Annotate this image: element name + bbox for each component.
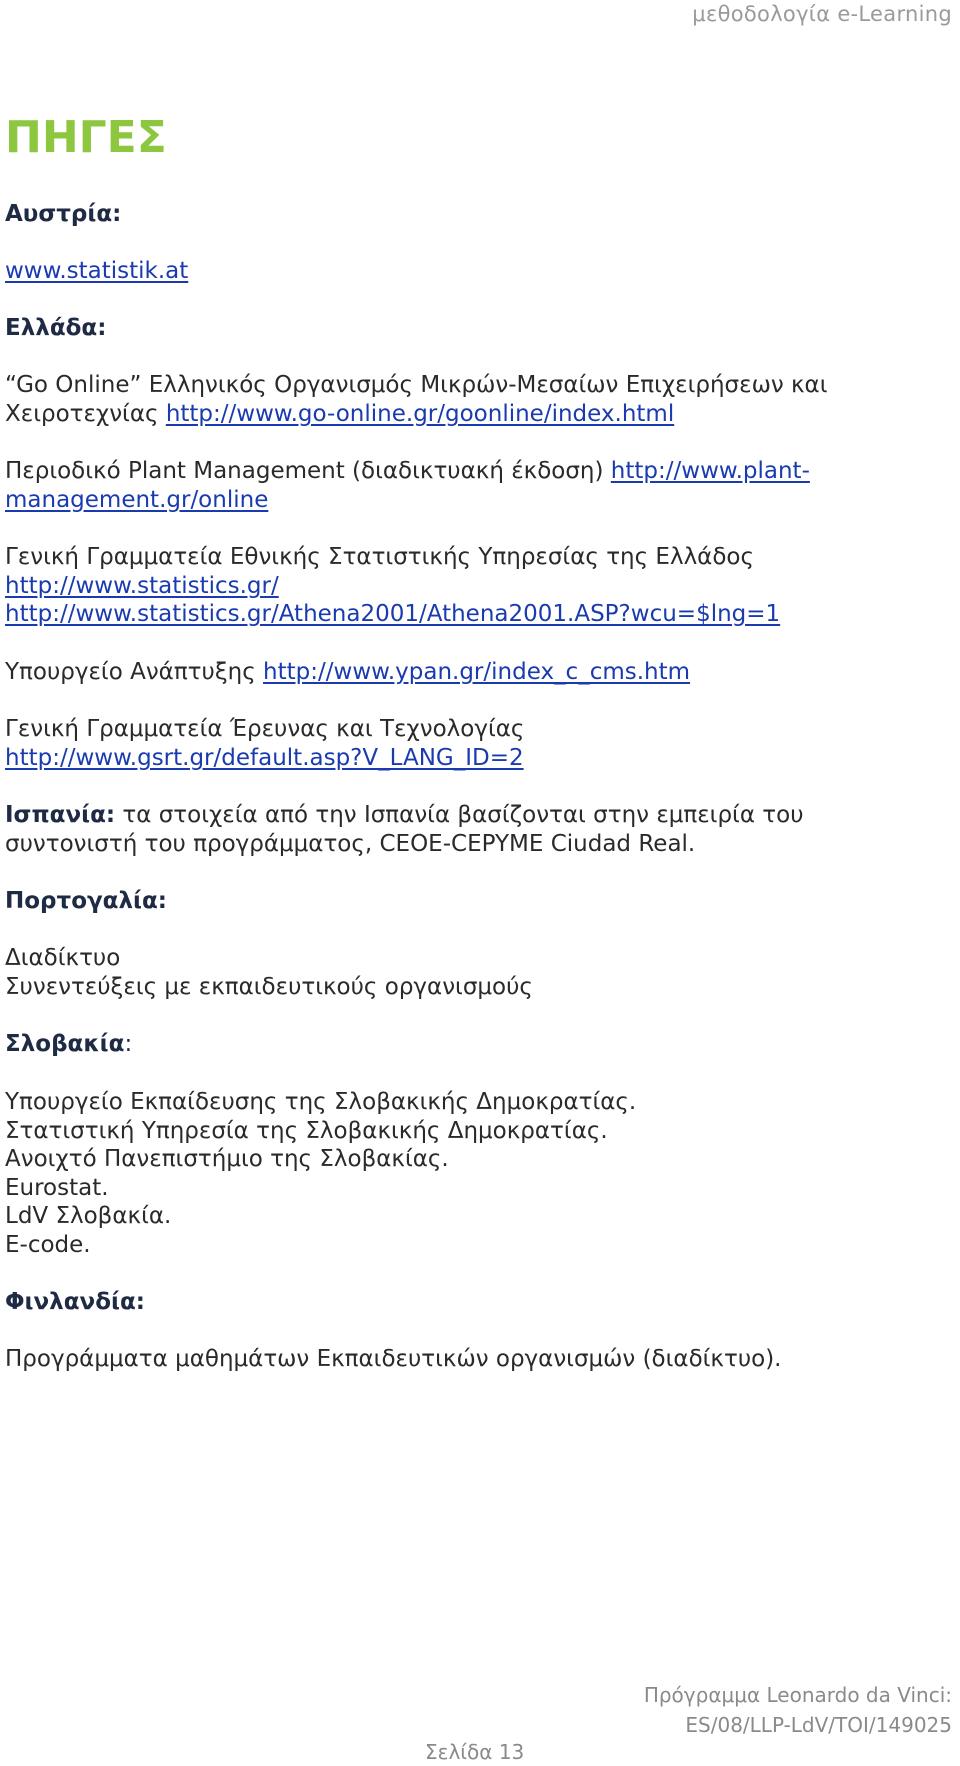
plant-text: Περιοδικό Plant Management (διαδικτυακή έκδοση) <box>5 458 604 484</box>
statistics-link-1[interactable]: http://www.statistics.gr/ <box>5 573 279 599</box>
austria-link-line <box>5 255 188 287</box>
gsrt-text: Γενική Γραμματεία Έρευνας και Τεχνολογίας <box>5 716 525 742</box>
gsrt-link[interactable]: http://www.gsrt.gr/default.asp?V_LANG_ID=2 <box>5 745 524 771</box>
statistics-link-2[interactable]: http://www.statistics.gr/Athena2001/Athena2001.ASP?wcu=$lng=1 <box>5 601 781 627</box>
greece-heading: Ελλάδα: <box>5 315 107 341</box>
slovakia-heading: Σλοβακία <box>5 1031 125 1057</box>
header-subtitle: μεθοδολογία e-Learning <box>692 2 952 26</box>
spain-line-1 <box>5 799 804 831</box>
finland-text: Προγράμματα μαθημάτων Εκπαιδευτικών οργανισμών (διαδίκτυο). <box>5 1346 782 1372</box>
go-online-text-cont: Χειροτεχνίας <box>5 401 159 427</box>
plant-line-2 <box>5 484 268 516</box>
austria-heading: Αυστρία: <box>5 201 122 227</box>
plant-link-part2[interactable]: management.gr/online <box>5 487 269 513</box>
statistics-text: Γενική Γραμματεία Εθνικής Στατιστικής Υπηρεσίας της Ελλάδος <box>5 544 754 570</box>
footer-program-info <box>644 1680 952 1740</box>
go-online-link[interactable]: http://www.go-online.gr/goonline/index.html <box>165 401 675 427</box>
plant-line <box>5 455 810 487</box>
slovakia-item: Υπουργείο Εκπαίδευσης της Σλοβακικής Δημοκρατίας. <box>5 1089 637 1115</box>
slovakia-colon: : <box>124 1031 133 1057</box>
slovakia-item: Eurostat. <box>5 1175 109 1201</box>
slovakia-heading-line <box>5 1028 132 1060</box>
footer-code: ES/08/LLP-LdV/TOI/149025 <box>685 1713 952 1737</box>
ypan-text: Υπουργείο Ανάπτυξης <box>5 659 256 685</box>
page-title: ΠΗΓΕΣ <box>5 112 167 163</box>
statistics-link-line-2 <box>5 598 780 630</box>
spain-text-2: συντονιστή του προγράμματος, CEOE-CEPYME Ciudad Real. <box>5 831 696 857</box>
ypan-line <box>5 656 690 688</box>
plant-link-part1[interactable]: http://www.plant- <box>610 458 810 484</box>
finland-heading: Φινλανδία: <box>5 1289 145 1315</box>
portugal-item: Συνεντεύξεις με εκπαιδευτικούς οργανισμούς <box>5 974 533 1000</box>
footer-program: Πρόγραμμα Leonardo da Vinci: <box>643 1683 952 1707</box>
spain-heading: Ισπανία: <box>5 802 116 828</box>
go-online-line <box>5 398 674 430</box>
page-number: Σελίδα 13 <box>425 1740 525 1764</box>
slovakia-item: Ανοιχτό Πανεπιστήμιο της Σλοβακίας. <box>5 1146 449 1172</box>
slovakia-item: Στατιστική Υπηρεσία της Σλοβακικής Δημοκρατίας. <box>5 1118 608 1144</box>
go-online-text: “Go Online” Ελληνικός Οργανισμός Μικρών-Μεσαίων Επιχειρήσεων και <box>5 372 828 398</box>
slovakia-item: E-code. <box>5 1232 91 1258</box>
slovakia-item: LdV Σλοβακία. <box>5 1203 172 1229</box>
portugal-item: Διαδίκτυο <box>5 945 121 971</box>
portugal-heading: Πορτογαλία: <box>5 888 167 914</box>
gsrt-link-line <box>5 742 524 774</box>
spain-text-1: τα στοιχεία από την Ισπανία βασίζονται στην εμπειρία του <box>122 802 804 828</box>
statistik-at-link[interactable]: www.statistik.at <box>5 258 189 284</box>
ypan-link[interactable]: http://www.ypan.gr/index_c_cms.htm <box>263 659 691 685</box>
